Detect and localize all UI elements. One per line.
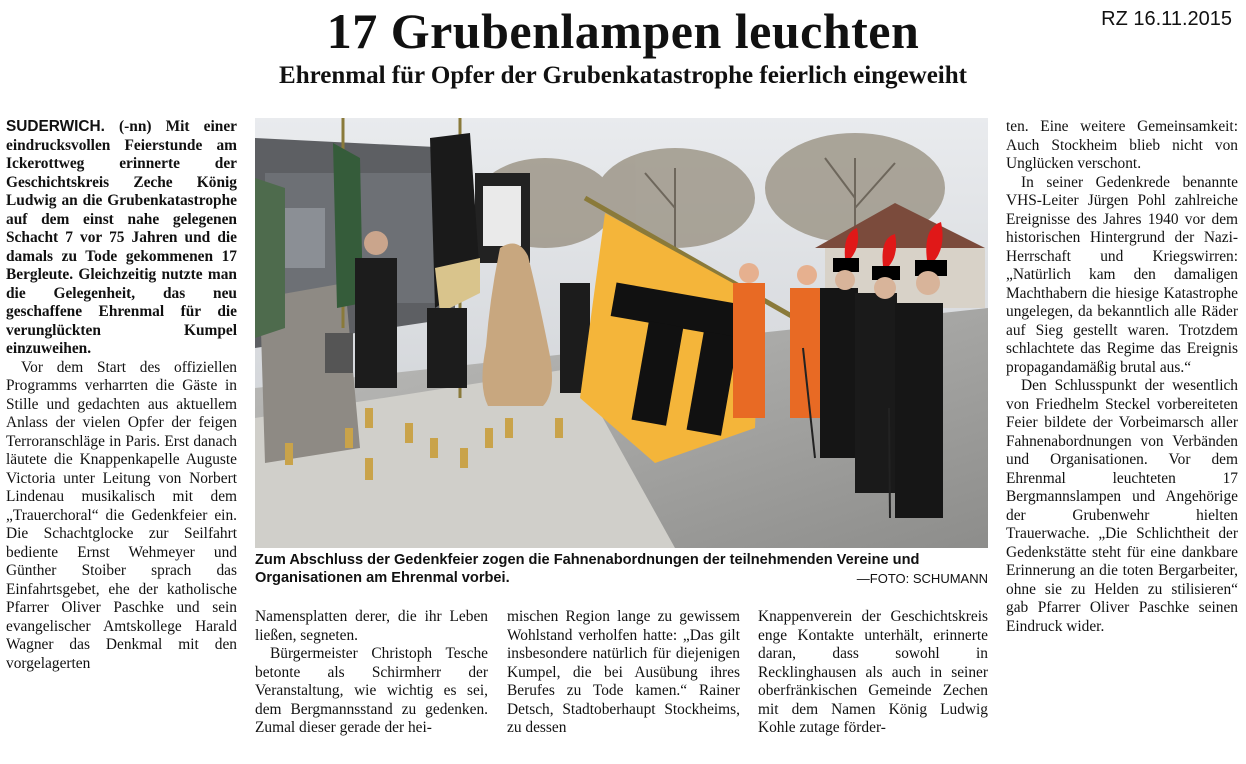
lead-paragraph [6,118,237,359]
paragraph: Knappenverein der Geschichtskreis enge Kontakte unterhält, erinnerte daran, dass sowohl in Recklinghausen als auch in seiner oberfränkischen Gemeinde Zechen mit dem Namen König Ludwig Kohle zutage förder- [758,608,988,736]
paragraph: mischen Region lange zu gewissem Wohlstand verholfen hatte: „Das gilt insbesondere natürlich für diejenigen Kumpel, die bei Ausübung ihres Berufes zu Tode kamen.“ Rainer Detsch, Stadtoberhaupt Stockheims, zu dessen [507,608,740,736]
paragraph: In seiner Gedenkrede benannte VHS-Leiter Jürgen Pohl zahlreiche Ereignisse des Jahres 1940 vor dem historischen Hintergrund der Nazi-Herrschaft und Kriegswirren: „Natürlich kam den damaligen Machthabern die hiesige Katastrophe ungelegen, da bekanntlich alle Räder auf Sieg gestellt waren. Trotzdem schlachtete das Regime das Ereignis propagandamäßig brutal aus.“ [1006,173,1238,376]
article-column-2 [255,608,488,738]
lead-text: (-nn) Mit einer eindrucksvollen Feierstunde am Ickerottweg erinnerte der Geschichtskreis Zeche König Ludwig an die Grubenkatastrophe auf dem einst nahe gelegenen Schacht 7 vor 75 Jahren und die damals zu Tode gekommenen 17 Bergleute. Gleichzeitig nutzte man die Gelegenheit, das neu geschaffene Ehrenmal für die verunglückten Kumpel einzuweihen. [6,118,237,357]
article-column-1 [6,118,237,673]
paragraph: Bürgermeister Christoph Tesche betonte als Schirmherr der Veranstaltung, wie wichtig es sei, dem Bergmannsstand zu gedenken. Zumal dieser gerade der hei- [255,645,488,736]
article-column-4 [758,608,988,738]
article-column-3 [507,608,740,738]
paragraph: Den Schlusspunkt der wesentlich von Friedhelm Steckel vorbereiteten Feier bildete der Vorbeimarsch aller Fahnenabordnungen von Verbänden und Organisationen. Vor dem Ehrenmal leuchteten 17 Bergmannslampen und Angehörige der Grubenwehr hielten Trauerwache. „Die Schlichtheit der Gedenkstätte steht für eine dankbare Erinnerung an die toten Bergarbeiter, ohne sie zu Helden zu stilisieren“ gab Pfarrer Oliver Paschke seinen Eindruck wider. [1006,377,1238,635]
photo-caption: Zum Abschluss der Gedenkfeier zogen die Fahnenabordnungen der teilnehmenden Vereine und Organisationen am Ehrenmal vorbei. [255,552,920,586]
headline: 17 Grubenlampen leuchten [326,3,920,59]
photo-credit: —FOTO: SCHUMANN [856,571,988,586]
article-column-5 [1006,118,1238,636]
ceremony-photo [255,118,988,548]
publication-date: RZ 16.11.2015 [1101,8,1232,30]
article-photo [255,118,988,548]
paragraph: Namensplatten derer, die ihr Leben ließen, segneten. [255,608,488,644]
paragraph: ten. Eine weitere Gemeinsamkeit: Auch Stockheim blieb nicht von Unglücken verschont. [1006,118,1238,172]
subheadline: Ehrenmal für Opfer der Grubenkatastrophe feierlich eingeweiht [279,62,967,89]
dateline: SUDERWICH. [6,118,105,135]
paragraph: Vor dem Start des offiziellen Programms verharrten die Gäste in Stille und gedachten aus aktuellem Anlass der vielen Opfer der feigen Terroranschläge in Paris. Erst danach läutete die Knappenkapelle Auguste Victoria unter Leitung von Norbert Lindenau musikalisch mit dem „Trauerchoral“ die Gedenkfeier ein. Die Schachtglocke zur Seilfahrt bediente Ernst Wehmeyer und Günther Stoiber sprach das Einfahrtsgebet, ehe der katholische Pfarrer Oliver Paschke und sein evangelischer Amtskollege Harald Wagner das Denkmal mit den vorgelagerten [6,358,237,672]
